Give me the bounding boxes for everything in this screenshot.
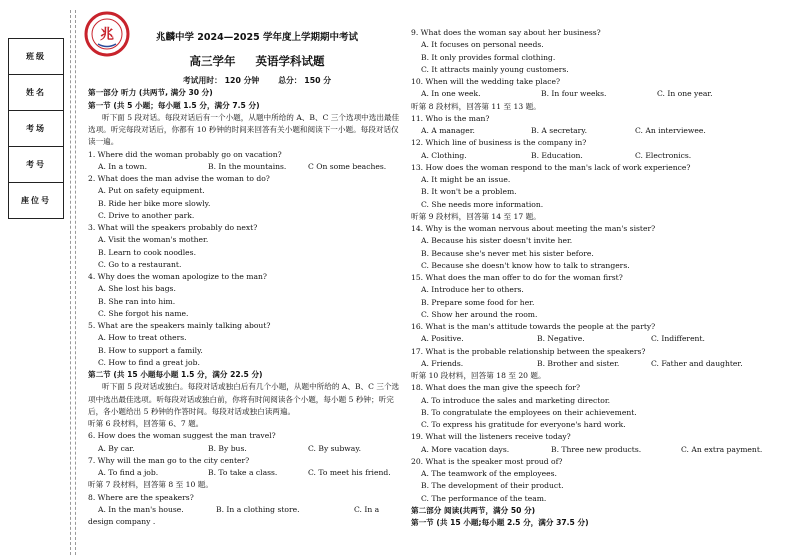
option: A. Introduce her to others.	[421, 285, 524, 295]
name-label: 姓名	[9, 75, 63, 111]
q7-options: A. To find a job. B. To take a class. C. To meet his friend.	[98, 468, 391, 477]
option: B. It only provides formal clothing.	[421, 52, 556, 62]
option: C. How to find a great job.	[98, 357, 200, 367]
q19-options: A. More vacation days. B. Three new products. C. An extra payment.	[421, 444, 763, 454]
option: B. Because she's never met his sister before.	[421, 248, 594, 258]
question-14: 14. Why is the woman nervous about meeting the man's sister?	[411, 224, 656, 233]
exam-title: 兆麟中学 2024—2025 学年度上学期期中考试	[156, 32, 358, 43]
option: A. It might be an issue.	[421, 175, 511, 184]
question-19: 19. What will the listeners receive today?	[411, 432, 571, 442]
option: C. Drive to another park.	[98, 210, 195, 220]
option: B. Ride her bike more slowly.	[98, 198, 211, 208]
question-15: 15. What does the man offer to do for the woman first?	[411, 273, 623, 282]
question-17: 17. What is the probable relationship between the speakers?	[411, 346, 646, 356]
q16-options: A. Positive. B. Negative. C. Indifferent.	[421, 334, 705, 344]
svg-text:兆: 兆	[100, 27, 114, 43]
exam-number-label: 考号	[9, 147, 63, 183]
question-18: 18. What does the man give the speech for?	[411, 383, 581, 393]
option: C. Go to a restaurant.	[98, 259, 182, 269]
question-1: 1. Where did the woman probably go on vacation?	[88, 149, 282, 159]
question-4: 4. Why does the woman apologize to the man?	[88, 272, 267, 281]
section2-instructions: 听下面 5 段对话或独白。每段对话或独白后有几个小题，从题中所给的 A、B、C 三个选项中选出最佳选项。听每段对话或独白前，你将有时间阅读各个小题，每小题 5 秒钟；听完后，各小题给出 5 秒钟的作答时间。每段对话或独白读两遍。	[88, 382, 400, 416]
option: B. Prepare some food for her.	[421, 297, 535, 307]
q8-option-c-cont: design company .	[88, 517, 156, 526]
seat-number-label: 座位号	[21, 196, 51, 205]
q11-options: A. A manager. B. A secretary. C. An interviewee.	[421, 126, 706, 135]
option: B. How to support a family.	[98, 345, 203, 355]
question-3: 3. What will the speakers probably do next?	[88, 223, 258, 232]
q10-options: A. In one week. B. In four weeks. C. In one year.	[421, 89, 713, 99]
option: B. It won't be a problem.	[421, 187, 517, 197]
option: C. To express his gratitude for everyone's hard work.	[421, 420, 626, 429]
option: B. The development of their product.	[421, 481, 564, 491]
option: C. Because she doesn't know how to talk to strangers.	[421, 260, 630, 270]
material-6-note: 听第 6 段材料，回答第 6、7 题。	[88, 419, 204, 428]
option: A. How to treat others.	[98, 333, 187, 343]
part2-section1-heading: 第一节 (共 15 小题;每小题 2.5 分，满分 37.5 分)	[411, 518, 589, 527]
binding-line	[70, 10, 71, 555]
option: A. She lost his bags.	[98, 284, 176, 294]
question-6: 6. How does the woman suggest the man travel?	[88, 431, 276, 441]
question-20: 20. What is the speaker most proud of?	[411, 456, 563, 466]
option: C. She needs more information.	[421, 199, 544, 209]
material-8-note: 听第 8 段材料，回答第 11 至 13 题。	[411, 101, 541, 111]
material-10-note: 听第 10 段材料，回答第 18 至 20 题。	[411, 371, 546, 380]
material-9-note: 听第 9 段材料，回答第 14 至 17 题。	[411, 211, 541, 221]
option: A. Because his sister doesn't invite her.	[421, 236, 573, 246]
section1-instructions: 听下面 5 段对话。每段对话后有一个小题，从题中所给的 A、B、C 三个选项中选出最佳选项。听完每段对话后，你都有 10 秒钟的时间来回答有关小题和阅读下一小题。每段对话仅读一遍。	[88, 112, 400, 147]
option: A. Put on safety equipment.	[98, 186, 205, 196]
option: A. The teamwork of the employees.	[421, 469, 557, 478]
question-8: 8. Where are the speakers?	[88, 492, 194, 502]
option: C. The performance of the team.	[421, 493, 547, 503]
section1-heading: 第一节 (共 5 小题；每小题 1.5 分，满分 7.5 分)	[88, 100, 260, 110]
section2-heading: 第二节 (共 15 小题每小题 1.5 分，满分 22.5 分)	[88, 370, 263, 379]
question-12: 12. Which line of business is the company in?	[411, 138, 587, 148]
option: C. Show her around the room.	[421, 309, 538, 319]
material-7-note: 听第 7 段材料，回答第 8 至 10 题。	[88, 480, 213, 490]
option: A. To introduce the sales and marketing director.	[421, 395, 611, 405]
class-label: 班级	[9, 39, 63, 75]
question-7: 7. Why will the man go to the city center?	[88, 455, 250, 465]
q17-options: A. Friends. B. Brother and sister. C. Father and daughter.	[421, 358, 743, 368]
option: A. Visit the woman's mother.	[98, 235, 209, 245]
q12-options: A. Clothing. B. Education. C. Electronics.	[421, 150, 692, 160]
question-10: 10. When will the wedding take place?	[411, 77, 561, 86]
q6-options: A. By car. B. By bus. C. By subway.	[98, 443, 362, 453]
left-column	[88, 29, 406, 528]
option: C. It attracts mainly young customers.	[421, 64, 569, 74]
option: A. It focuses on personal needs.	[421, 40, 544, 50]
option: B. Learn to cook noodles.	[98, 247, 196, 257]
question-2: 2. What does the man advise the woman to do?	[88, 174, 270, 183]
question-11: 11. Who is the man?	[411, 113, 490, 123]
question-5: 5. What are the speakers mainly talking about?	[88, 321, 271, 330]
part2-heading: 第二部分 阅读(共两节，满分 50 分)	[411, 505, 536, 515]
part1-heading: 第一部分 听力 (共两节, 满分 30 分)	[88, 88, 213, 98]
q8-options: A. In the man's house. B. In a clothing store. C. In a	[98, 504, 380, 514]
binding-line-inner	[75, 10, 76, 555]
student-info-sidebar	[8, 38, 64, 219]
question-9: 9. What does the woman say about her business?	[411, 28, 601, 37]
exam-meta: 考试用时： 120 分钟 总分： 150 分	[182, 76, 332, 85]
exam-subtitle: 高三学年 英语学科试题	[189, 54, 325, 68]
q1-options: A. In a town. B. In the mountains. C On some beaches.	[98, 161, 387, 171]
option: B. She ran into him.	[98, 296, 176, 306]
exam-room-label: 考场	[9, 111, 63, 147]
option: C. She forgot his name.	[98, 308, 189, 318]
question-13: 13. How does the woman respond to the man's lack of work experience?	[411, 162, 691, 172]
right-column	[411, 27, 789, 529]
question-16: 16. What is the man's attitude towards the people at the party?	[411, 322, 656, 331]
option: B. To congratulate the employees on their achievement.	[421, 407, 637, 417]
